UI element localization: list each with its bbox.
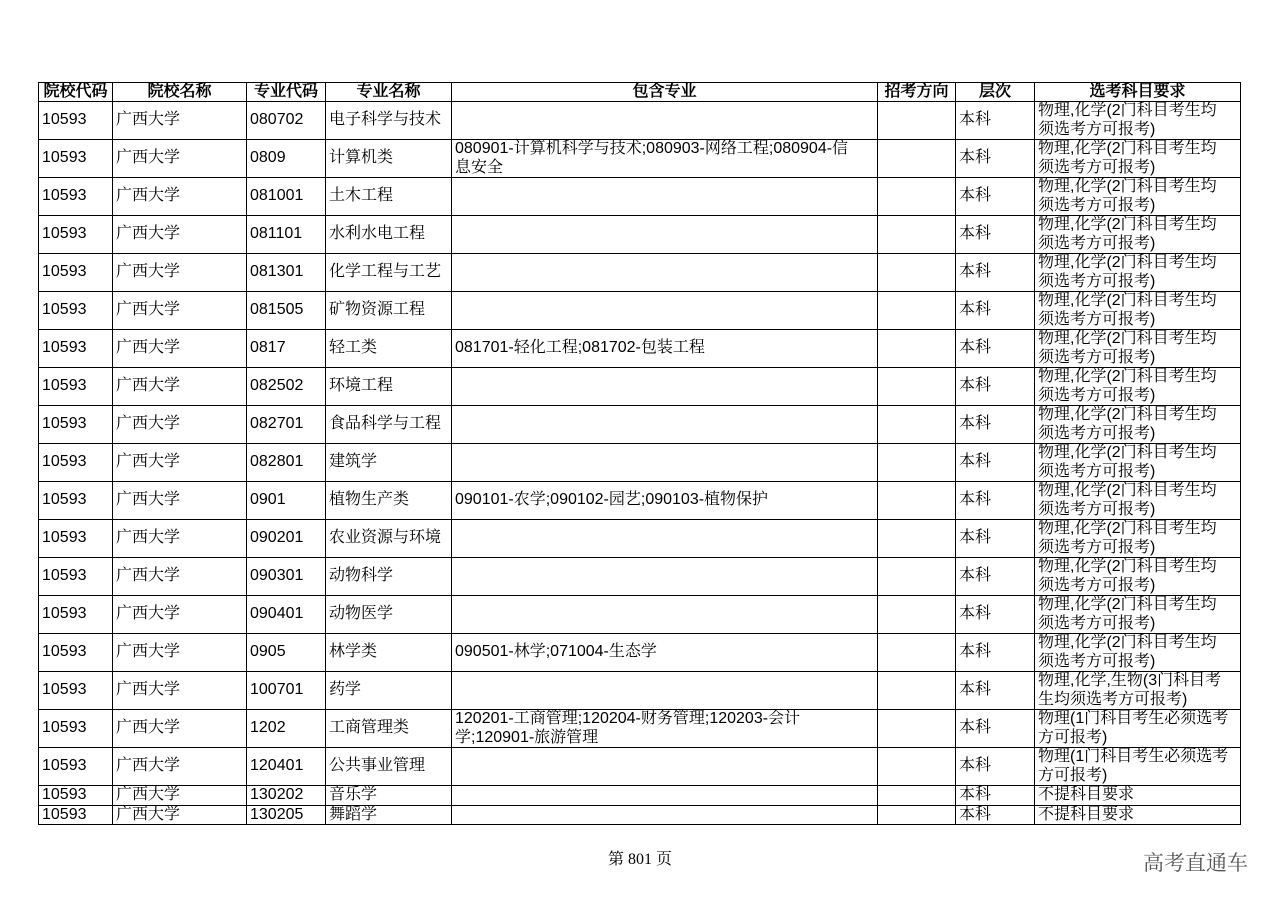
table-row: [39, 140, 1241, 178]
cell-direction: [878, 330, 956, 368]
cell-school-code: 10593: [39, 444, 113, 482]
cell-major-code: 120401: [247, 748, 326, 786]
cell-major-name: 动物医学: [326, 596, 452, 634]
cell-subject-requirements: 物理,化学,生物(3门科目考生均须选考方可报考): [1035, 672, 1241, 710]
cell-subject-requirements: 物理,化学(2门科目考生均须选考方可报考): [1035, 634, 1241, 672]
cell-major-code: 082701: [247, 406, 326, 444]
admission-requirements-table: [38, 82, 1241, 825]
table-row: [39, 805, 1241, 825]
cell-included-majors: [452, 216, 878, 254]
cell-major-code: 1202: [247, 710, 326, 748]
cell-major-name: 轻工类: [326, 330, 452, 368]
cell-school-code: 10593: [39, 786, 113, 806]
cell-major-code: 100701: [247, 672, 326, 710]
header-subject-requirements: 选考科目要求: [1035, 83, 1241, 102]
page-number: 第 801 页: [607, 851, 672, 868]
cell-included-majors: [452, 748, 878, 786]
cell-subject-requirements: 物理,化学(2门科目考生均须选考方可报考): [1035, 444, 1241, 482]
cell-school-code: 10593: [39, 710, 113, 748]
cell-direction: [878, 596, 956, 634]
cell-school-name: 广西大学: [113, 805, 247, 825]
table-row: [39, 596, 1241, 634]
cell-level: 本科: [956, 178, 1035, 216]
cell-school-code: 10593: [39, 596, 113, 634]
cell-included-majors: [452, 596, 878, 634]
cell-subject-requirements: 物理(1门科目考生必须选考方可报考): [1035, 710, 1241, 748]
cell-subject-requirements: 物理(1门科目考生必须选考方可报考): [1035, 748, 1241, 786]
header-major-code: 专业代码: [247, 83, 326, 102]
cell-school-name: 广西大学: [113, 710, 247, 748]
cell-subject-requirements: 物理,化学(2门科目考生均须选考方可报考): [1035, 254, 1241, 292]
cell-subject-requirements: 物理,化学(2门科目考生均须选考方可报考): [1035, 406, 1241, 444]
cell-direction: [878, 140, 956, 178]
cell-major-code: 090401: [247, 596, 326, 634]
cell-school-name: 广西大学: [113, 748, 247, 786]
cell-direction: [878, 786, 956, 806]
cell-major-name: 林学类: [326, 634, 452, 672]
cell-major-code: 081001: [247, 178, 326, 216]
cell-included-majors: 081701-轻化工程;081702-包装工程: [452, 330, 878, 368]
cell-major-code: 130202: [247, 786, 326, 806]
cell-direction: [878, 254, 956, 292]
cell-school-name: 广西大学: [113, 140, 247, 178]
table-body: [39, 102, 1241, 825]
cell-major-name: 植物生产类: [326, 482, 452, 520]
cell-major-name: 农业资源与环境: [326, 520, 452, 558]
table-row: [39, 786, 1241, 806]
cell-major-code: 081301: [247, 254, 326, 292]
cell-level: 本科: [956, 330, 1035, 368]
cell-included-majors: 090501-林学;071004-生态学: [452, 634, 878, 672]
cell-level: 本科: [956, 634, 1035, 672]
cell-included-majors: 090101-农学;090102-园艺;090103-植物保护: [452, 482, 878, 520]
cell-school-name: 广西大学: [113, 786, 247, 806]
cell-included-majors: 120201-工商管理;120204-财务管理;120203-会计学;120901-旅游管理: [452, 710, 878, 748]
cell-major-code: 082502: [247, 368, 326, 406]
cell-school-name: 广西大学: [113, 406, 247, 444]
cell-included-majors: [452, 406, 878, 444]
cell-subject-requirements: 物理,化学(2门科目考生均须选考方可报考): [1035, 216, 1241, 254]
cell-level: 本科: [956, 805, 1035, 825]
cell-included-majors: [452, 254, 878, 292]
cell-school-name: 广西大学: [113, 482, 247, 520]
cell-school-name: 广西大学: [113, 254, 247, 292]
cell-subject-requirements: 物理,化学(2门科目考生均须选考方可报考): [1035, 596, 1241, 634]
cell-major-name: 动物科学: [326, 558, 452, 596]
cell-major-code: 080702: [247, 102, 326, 140]
cell-major-code: 0817: [247, 330, 326, 368]
cell-direction: [878, 292, 956, 330]
cell-subject-requirements: 物理,化学(2门科目考生均须选考方可报考): [1035, 292, 1241, 330]
cell-major-code: 0901: [247, 482, 326, 520]
cell-direction: [878, 216, 956, 254]
table-row: [39, 406, 1241, 444]
cell-school-code: 10593: [39, 216, 113, 254]
cell-school-name: 广西大学: [113, 102, 247, 140]
table-row: [39, 444, 1241, 482]
cell-school-name: 广西大学: [113, 292, 247, 330]
cell-level: 本科: [956, 140, 1035, 178]
cell-school-name: 广西大学: [113, 444, 247, 482]
cell-included-majors: [452, 805, 878, 825]
cell-included-majors: [452, 444, 878, 482]
cell-school-code: 10593: [39, 520, 113, 558]
header-included-majors: 包含专业: [452, 83, 878, 102]
cell-school-code: 10593: [39, 672, 113, 710]
cell-level: 本科: [956, 672, 1035, 710]
table-row: [39, 482, 1241, 520]
cell-included-majors: [452, 672, 878, 710]
cell-school-code: 10593: [39, 406, 113, 444]
cell-included-majors: [452, 558, 878, 596]
table-row: [39, 254, 1241, 292]
table-row: [39, 368, 1241, 406]
cell-included-majors: 080901-计算机科学与技术;080903-网络工程;080904-信息安全: [452, 140, 878, 178]
cell-level: 本科: [956, 254, 1035, 292]
table-row: [39, 672, 1241, 710]
cell-school-code: 10593: [39, 292, 113, 330]
cell-major-name: 舞蹈学: [326, 805, 452, 825]
cell-school-code: 10593: [39, 178, 113, 216]
cell-major-code: 081101: [247, 216, 326, 254]
table-row: [39, 102, 1241, 140]
cell-level: 本科: [956, 520, 1035, 558]
cell-direction: [878, 368, 956, 406]
cell-major-code: 090201: [247, 520, 326, 558]
table-row: [39, 748, 1241, 786]
cell-direction: [878, 406, 956, 444]
header-school-name: 院校名称: [113, 83, 247, 102]
cell-major-code: 082801: [247, 444, 326, 482]
cell-school-name: 广西大学: [113, 558, 247, 596]
cell-school-code: 10593: [39, 558, 113, 596]
cell-school-code: 10593: [39, 634, 113, 672]
cell-subject-requirements: 物理,化学(2门科目考生均须选考方可报考): [1035, 178, 1241, 216]
cell-school-name: 广西大学: [113, 672, 247, 710]
cell-school-code: 10593: [39, 482, 113, 520]
cell-direction: [878, 805, 956, 825]
cell-subject-requirements: 物理,化学(2门科目考生均须选考方可报考): [1035, 558, 1241, 596]
cell-school-name: 广西大学: [113, 520, 247, 558]
cell-school-name: 广西大学: [113, 178, 247, 216]
cell-major-code: 130205: [247, 805, 326, 825]
cell-level: 本科: [956, 102, 1035, 140]
cell-level: 本科: [956, 444, 1035, 482]
cell-school-name: 广西大学: [113, 596, 247, 634]
cell-school-code: 10593: [39, 368, 113, 406]
cell-level: 本科: [956, 368, 1035, 406]
cell-school-code: 10593: [39, 330, 113, 368]
cell-included-majors: [452, 102, 878, 140]
table-row: [39, 216, 1241, 254]
cell-direction: [878, 482, 956, 520]
cell-major-name: 工商管理类: [326, 710, 452, 748]
cell-direction: [878, 520, 956, 558]
cell-level: 本科: [956, 596, 1035, 634]
cell-level: 本科: [956, 216, 1035, 254]
cell-level: 本科: [956, 748, 1035, 786]
cell-school-name: 广西大学: [113, 216, 247, 254]
cell-included-majors: [452, 292, 878, 330]
cell-major-name: 环境工程: [326, 368, 452, 406]
cell-major-name: 建筑学: [326, 444, 452, 482]
cell-direction: [878, 102, 956, 140]
cell-major-name: 土木工程: [326, 178, 452, 216]
cell-direction: [878, 444, 956, 482]
cell-major-name: 食品科学与工程: [326, 406, 452, 444]
cell-direction: [878, 748, 956, 786]
cell-school-name: 广西大学: [113, 330, 247, 368]
cell-subject-requirements: 物理,化学(2门科目考生均须选考方可报考): [1035, 102, 1241, 140]
cell-major-name: 音乐学: [326, 786, 452, 806]
cell-major-code: 0809: [247, 140, 326, 178]
table-row: [39, 634, 1241, 672]
cell-major-code: 081505: [247, 292, 326, 330]
cell-major-name: 矿物资源工程: [326, 292, 452, 330]
table-row: [39, 710, 1241, 748]
cell-subject-requirements: 物理,化学(2门科目考生均须选考方可报考): [1035, 140, 1241, 178]
cell-level: 本科: [956, 710, 1035, 748]
cell-level: 本科: [956, 292, 1035, 330]
cell-subject-requirements: 物理,化学(2门科目考生均须选考方可报考): [1035, 368, 1241, 406]
cell-school-code: 10593: [39, 102, 113, 140]
cell-major-name: 电子科学与技术: [326, 102, 452, 140]
table-row: [39, 520, 1241, 558]
header-direction: 招考方向: [878, 83, 956, 102]
cell-direction: [878, 710, 956, 748]
cell-school-code: 10593: [39, 140, 113, 178]
header-level: 层次: [956, 83, 1035, 102]
cell-major-name: 公共事业管理: [326, 748, 452, 786]
cell-subject-requirements: 物理,化学(2门科目考生均须选考方可报考): [1035, 520, 1241, 558]
cell-direction: [878, 178, 956, 216]
header-school-code: 院校代码: [39, 83, 113, 102]
cell-level: 本科: [956, 558, 1035, 596]
cell-school-name: 广西大学: [113, 368, 247, 406]
cell-included-majors: [452, 368, 878, 406]
cell-subject-requirements: 不提科目要求: [1035, 786, 1241, 806]
cell-major-name: 水利水电工程: [326, 216, 452, 254]
cell-direction: [878, 558, 956, 596]
cell-level: 本科: [956, 482, 1035, 520]
cell-subject-requirements: 物理,化学(2门科目考生均须选考方可报考): [1035, 330, 1241, 368]
cell-school-code: 10593: [39, 805, 113, 825]
cell-included-majors: [452, 178, 878, 216]
cell-direction: [878, 634, 956, 672]
table-row: [39, 558, 1241, 596]
cell-school-code: 10593: [39, 254, 113, 292]
cell-level: 本科: [956, 406, 1035, 444]
cell-subject-requirements: 物理,化学(2门科目考生均须选考方可报考): [1035, 482, 1241, 520]
watermark: 高考直通车: [1143, 852, 1248, 875]
table-row: [39, 330, 1241, 368]
cell-school-name: 广西大学: [113, 634, 247, 672]
cell-major-name: 化学工程与工艺: [326, 254, 452, 292]
cell-major-name: 计算机类: [326, 140, 452, 178]
header-major-name: 专业名称: [326, 83, 452, 102]
cell-school-code: 10593: [39, 748, 113, 786]
cell-included-majors: [452, 520, 878, 558]
cell-included-majors: [452, 786, 878, 806]
cell-major-code: 0905: [247, 634, 326, 672]
cell-direction: [878, 672, 956, 710]
cell-major-code: 090301: [247, 558, 326, 596]
table-row: [39, 292, 1241, 330]
table-header-row: [39, 83, 1241, 102]
cell-subject-requirements: 不提科目要求: [1035, 805, 1241, 825]
cell-major-name: 药学: [326, 672, 452, 710]
table-row: [39, 178, 1241, 216]
cell-level: 本科: [956, 786, 1035, 806]
